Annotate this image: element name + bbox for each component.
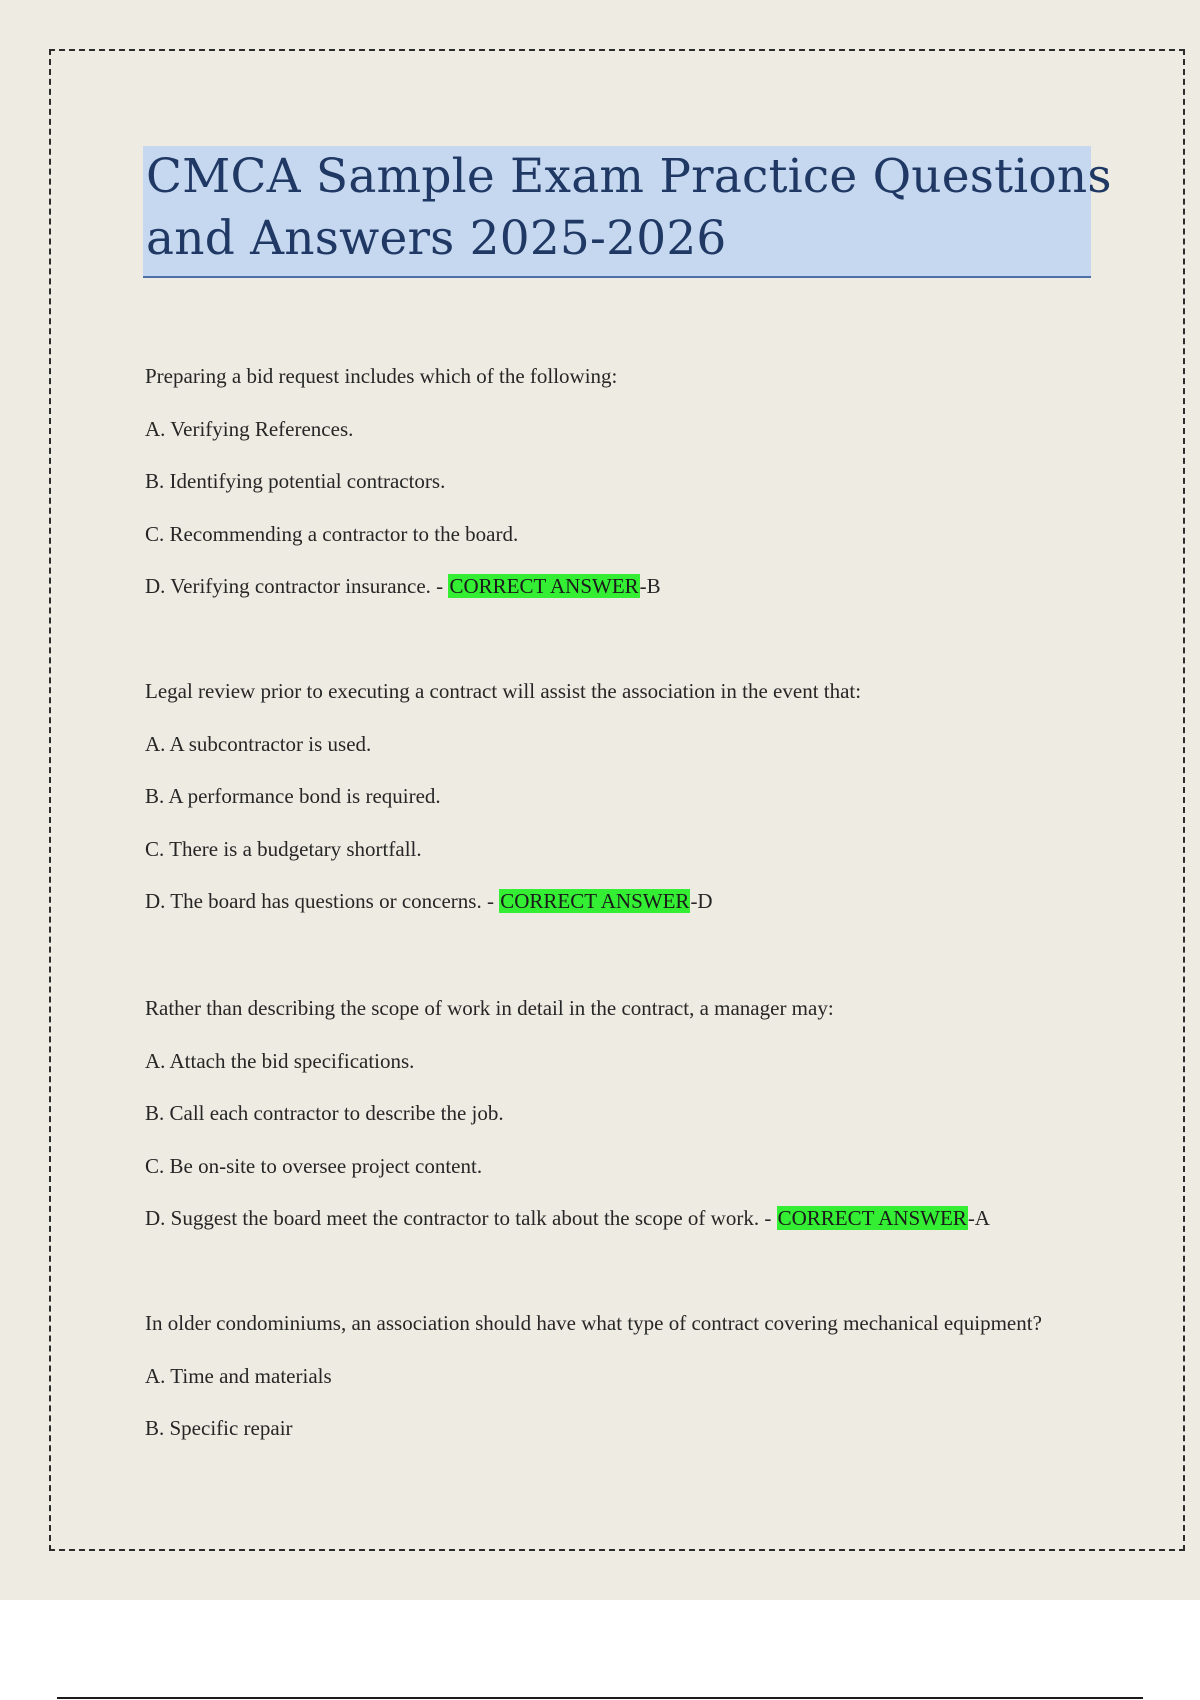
question-prompt: In older condominiums, an association should have what type of contract covering mechanical equipment? (145, 1311, 1042, 1335)
document-title (146, 146, 1112, 270)
answer-option-with-key (145, 1204, 990, 1232)
footer-rule (57, 1697, 1143, 1699)
answer-option: B. Identifying potential contractors. (145, 469, 446, 493)
answer-option: C. There is a budgetary shortfall. (145, 837, 422, 861)
answer-option: A. Attach the bid specifications. (145, 1049, 415, 1073)
document-title-line-1: CMCA Sample Exam Practice Questions (146, 149, 1112, 204)
answer-option-with-key (145, 887, 713, 915)
question-prompt: Rather than describing the scope of work in detail in the contract, a manager may: (145, 996, 834, 1020)
question-prompt: Preparing a bid request includes which of the following: (145, 364, 618, 388)
correct-answer-value: -D (690, 889, 713, 913)
document-title-line-2: and Answers 2025-2026 (146, 211, 727, 266)
answer-option: B. A performance bond is required. (145, 784, 441, 808)
correct-answer-value: -B (639, 574, 661, 598)
answer-option: C. Be on-site to oversee project content. (145, 1154, 483, 1178)
title-banner (143, 146, 1112, 278)
answer-option: B. Specific repair (145, 1416, 293, 1440)
answer-option: A. A subcontractor is used. (145, 732, 372, 756)
answer-option: D. Suggest the board meet the contractor to talk about the scope of work. - (145, 1206, 777, 1230)
answer-option: D. Verifying contractor insurance. - (145, 574, 449, 598)
answer-option: C. Recommending a contractor to the board. (145, 522, 519, 546)
answer-option: D. The board has questions or concerns. - (145, 889, 500, 913)
question-prompt: Legal review prior to executing a contract will assist the association in the event that: (145, 679, 862, 703)
correct-answer-highlight: CORRECT ANSWER (449, 574, 639, 598)
answer-option: A. Time and materials (145, 1364, 332, 1388)
answer-option: B. Call each contractor to describe the job. (145, 1101, 504, 1125)
correct-answer-highlight: CORRECT ANSWER (500, 889, 690, 913)
correct-answer-highlight: CORRECT ANSWER (777, 1206, 967, 1230)
correct-answer-value: -A (967, 1206, 990, 1230)
answer-option: A. Verifying References. (145, 417, 354, 441)
answer-option-with-key (145, 572, 661, 600)
